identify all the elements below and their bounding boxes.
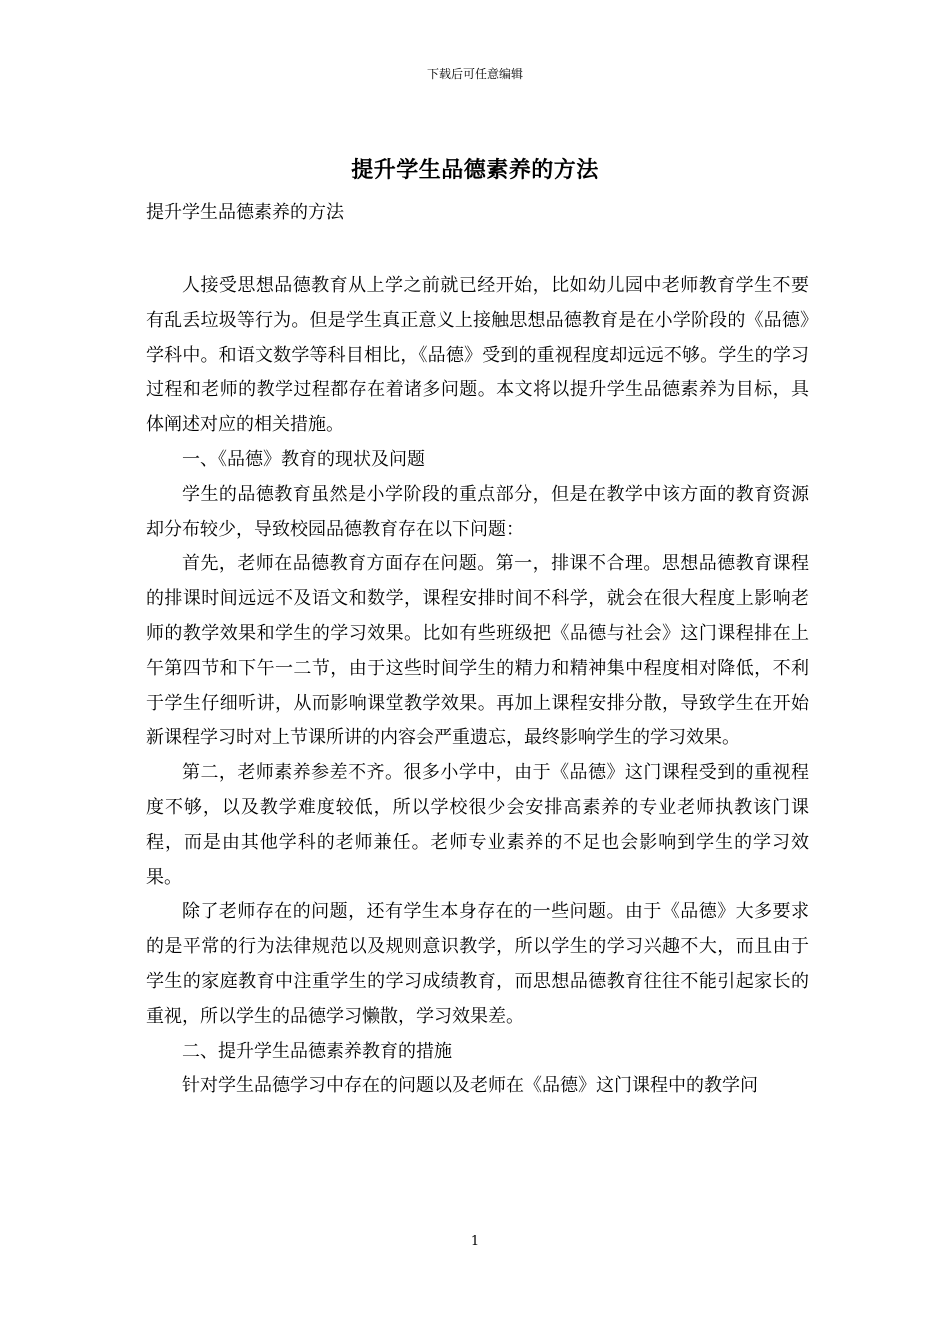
- document-body: [146, 269, 809, 1104]
- page-header-note: 下载后可任意编辑: [426, 67, 523, 81]
- body-paragraph: 第二，老师素养参差不齐。很多小学中，由于《品德》这门课程受到的重视程度不够，以及教学难度较低，所以学校很少会安排高素养的专业老师执教该门课程，而是由其他学科的老师兼任。老师专业素养的不足也会影响到学生的学习效果。: [146, 762, 809, 888]
- intro-paragraph: 人接受思想品德教育从上学之前就已经开始，比如幼儿园中老师教育学生不要有乱丢垃圾等行为。但是学生真正意义上接触思想品德教育是在小学阶段的《品德》学科中。和语文数学等科目相比，《品德》受到的重视程度却远远不够。学生的学习过程和老师的教学过程都存在着诸多问题。本文将以提升学生品德素养为目标，具体阐述对应的相关措施。: [146, 275, 809, 436]
- body-paragraph: 首先，老师在品德教育方面存在问题。第一，排课不合理。思想品德教育课程的排课时间远远不及语文和数学，课程安排时间不科学，就会在很大程度上影响老师的教学效果和学生的学习效果。比如有些班级把《品德与社会》这门课程排在上午第四节和下午一二节，由于这些时间学生的精力和精神集中程度相对降低，不利于学生仔细听讲，从而影响课堂教学效果。再加上课程安排分散，导致学生在开始新课程学习时对上节课所讲的内容会严重遗忘，最终影响学生的学习效果。: [146, 553, 809, 749]
- document-title: 提升学生品德素养的方法: [351, 157, 599, 183]
- page-number: 1: [470, 1234, 480, 1249]
- section-heading-2: 二、提升学生品德素养教育的措施: [182, 1040, 452, 1062]
- document-subtitle: 提升学生品德素养的方法: [146, 202, 344, 223]
- body-paragraph: 除了老师存在的问题，还有学生本身存在的一些问题。由于《品德》大多要求的是平常的行为法律规范以及规则意识教学，所以学生的学习兴趣不大，而且由于学生的家庭教育中注重学生的学习成绩教育，而思想品德教育往往不能引起家长的重视，所以学生的品德学习懒散，学习效果差。: [146, 901, 809, 1027]
- body-paragraph: 学生的品德教育虽然是小学阶段的重点部分，但是在教学中该方面的教育资源却分布较少，导致校园品德教育存在以下问题：: [146, 483, 809, 540]
- body-paragraph: 针对学生品德学习中存在的问题以及老师在《品德》这门课程中的教学问: [182, 1075, 758, 1097]
- section-heading-1: 一、《品德》教育的现状及问题: [182, 448, 425, 470]
